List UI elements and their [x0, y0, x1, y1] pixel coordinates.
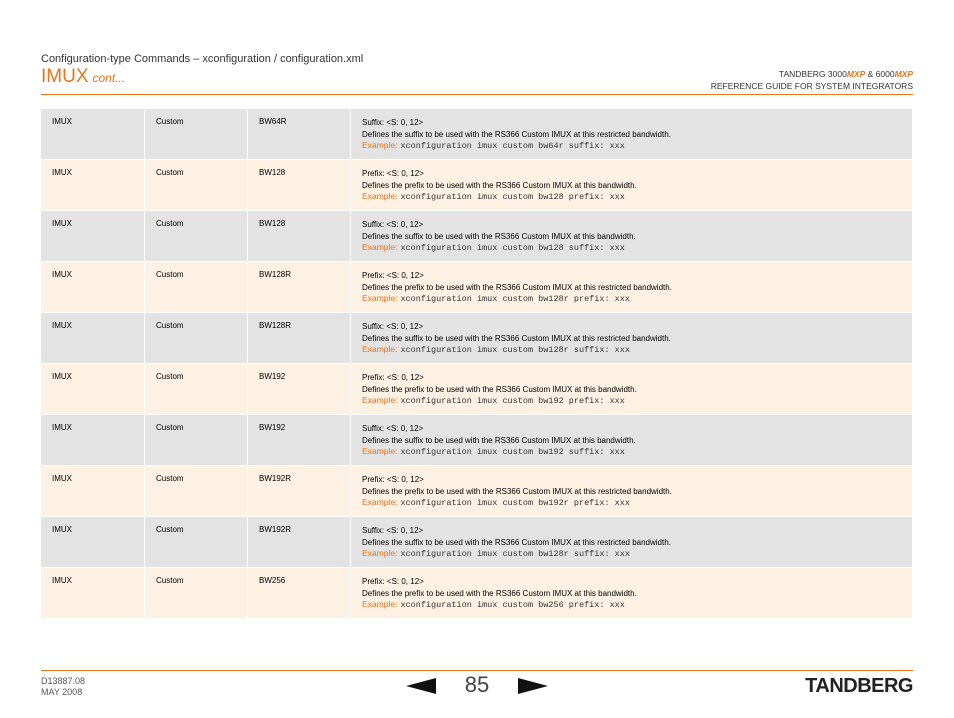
example-line	[362, 242, 912, 255]
cell-description	[351, 517, 913, 568]
table-row	[41, 466, 913, 517]
example-code: xconfiguration imux custom bw128r suffix: xxx	[400, 549, 630, 559]
example-code: xconfiguration imux custom bw64r suffix: xxx	[400, 141, 625, 151]
example-code: xconfiguration imux custom bw192r prefix: xxx	[400, 498, 630, 508]
cell-description	[351, 160, 913, 211]
suffix-a: MXP	[846, 69, 866, 79]
page-title	[41, 66, 125, 88]
cell-category: IMUX	[41, 415, 145, 466]
value-type: Prefix: <S: 0, 12>	[362, 577, 424, 586]
example-line	[362, 497, 912, 510]
value-type: Suffix: <S: 0, 12>	[362, 118, 424, 127]
cell-subcategory: Custom	[145, 211, 248, 262]
tandberg-logo: TANDBERG	[805, 675, 913, 697]
cell-subcategory: Custom	[145, 517, 248, 568]
description-text: Defines the suffix to be used with the RS366 Custom IMUX at this bandwidth.	[362, 435, 636, 445]
cell-parameter: BW192	[248, 415, 351, 466]
page-number: 85	[464, 672, 490, 697]
example-label: Example:	[362, 140, 398, 150]
cell-description	[351, 109, 913, 160]
footer-divider	[41, 670, 913, 671]
example-code: xconfiguration imux custom bw192 suffix: xxx	[400, 447, 625, 457]
example-line	[362, 446, 912, 459]
value-type: Suffix: <S: 0, 12>	[362, 526, 424, 535]
example-label: Example:	[362, 446, 398, 456]
cell-parameter: BW128	[248, 160, 351, 211]
description-text: Defines the suffix to be used with the RS366 Custom IMUX at this restricted bandwidth.	[362, 333, 671, 343]
cell-category: IMUX	[41, 262, 145, 313]
example-label: Example:	[362, 395, 398, 405]
example-label: Example:	[362, 191, 398, 201]
cell-description	[351, 262, 913, 313]
cell-subcategory: Custom	[145, 568, 248, 619]
description-text: Defines the prefix to be used with the RS366 Custom IMUX at this bandwidth.	[362, 588, 637, 598]
example-code: xconfiguration imux custom bw128 suffix: xxx	[400, 243, 625, 253]
doc-info	[41, 676, 85, 698]
example-line	[362, 344, 912, 357]
cell-parameter: BW128R	[248, 313, 351, 364]
description-text: Defines the suffix to be used with the RS366 Custom IMUX at this restricted bandwidth.	[362, 537, 671, 547]
cell-parameter: BW128	[248, 211, 351, 262]
table-row	[41, 568, 913, 619]
arrow-left-icon[interactable]	[406, 678, 436, 694]
value-type: Suffix: <S: 0, 12>	[362, 424, 424, 433]
value-type: Prefix: <S: 0, 12>	[362, 271, 424, 280]
example-line	[362, 293, 912, 306]
table-row	[41, 262, 913, 313]
cell-category: IMUX	[41, 313, 145, 364]
cell-parameter: BW192R	[248, 466, 351, 517]
model-a: 3000	[827, 69, 847, 79]
cell-category: IMUX	[41, 517, 145, 568]
table-row	[41, 160, 913, 211]
cell-parameter: BW128R	[248, 262, 351, 313]
value-type: Prefix: <S: 0, 12>	[362, 169, 424, 178]
cell-category: IMUX	[41, 466, 145, 517]
title-cont: cont...	[92, 71, 126, 85]
doc-id: D13887.08	[41, 676, 86, 686]
cell-description	[351, 568, 913, 619]
config-table	[41, 109, 913, 619]
example-label: Example:	[362, 548, 398, 558]
example-line	[362, 548, 912, 561]
example-label: Example:	[362, 599, 398, 609]
cell-category: IMUX	[41, 109, 145, 160]
cell-parameter: BW192R	[248, 517, 351, 568]
value-type: Prefix: <S: 0, 12>	[362, 373, 424, 382]
example-line	[362, 140, 912, 153]
example-code: xconfiguration imux custom bw128r prefix: xxx	[400, 294, 630, 304]
description-text: Defines the prefix to be used with the RS366 Custom IMUX at this restricted bandwidth.	[362, 282, 672, 292]
example-label: Example:	[362, 344, 398, 354]
description-text: Defines the prefix to be used with the RS366 Custom IMUX at this bandwidth.	[362, 180, 637, 190]
table-row	[41, 517, 913, 568]
value-type: Suffix: <S: 0, 12>	[362, 322, 424, 331]
table-row	[41, 364, 913, 415]
cell-parameter: BW64R	[248, 109, 351, 160]
example-label: Example:	[362, 293, 398, 303]
cell-category: IMUX	[41, 211, 145, 262]
table-row	[41, 109, 913, 160]
cell-description	[351, 364, 913, 415]
header-divider	[41, 94, 913, 95]
example-label: Example:	[362, 497, 398, 507]
suffix-b: MXP	[894, 69, 913, 79]
example-code: xconfiguration imux custom bw128r suffix: xxx	[400, 345, 630, 355]
table-row	[41, 415, 913, 466]
amp: &	[867, 69, 874, 79]
description-text: Defines the suffix to be used with the RS366 Custom IMUX at this bandwidth.	[362, 231, 636, 241]
description-text: Defines the suffix to be used with the RS366 Custom IMUX at this restricted bandwidth.	[362, 129, 671, 139]
description-text: Defines the prefix to be used with the RS366 Custom IMUX at this restricted bandwidth.	[362, 486, 672, 496]
cell-description	[351, 415, 913, 466]
product-header	[711, 68, 913, 92]
table-row	[41, 211, 913, 262]
cell-subcategory: Custom	[145, 313, 248, 364]
cell-description	[351, 313, 913, 364]
cell-description	[351, 211, 913, 262]
example-code: xconfiguration imux custom bw128 prefix: xxx	[400, 192, 625, 202]
brand-name: TANDBERG	[778, 69, 826, 79]
cell-category: IMUX	[41, 364, 145, 415]
cell-subcategory: Custom	[145, 466, 248, 517]
product-line	[711, 68, 913, 80]
section-heading: Configuration-type Commands – xconfiguration / configuration.xml	[41, 53, 364, 65]
value-type: Prefix: <S: 0, 12>	[362, 475, 424, 484]
model-b: 6000	[875, 69, 895, 79]
cell-subcategory: Custom	[145, 160, 248, 211]
example-code: xconfiguration imux custom bw192 prefix: xxx	[400, 396, 625, 406]
example-code: xconfiguration imux custom bw256 prefix: xxx	[400, 600, 625, 610]
table-row	[41, 313, 913, 364]
cell-category: IMUX	[41, 160, 145, 211]
cell-category: IMUX	[41, 568, 145, 619]
cell-subcategory: Custom	[145, 262, 248, 313]
example-line	[362, 395, 912, 408]
value-type: Suffix: <S: 0, 12>	[362, 220, 424, 229]
guide-title: REFERENCE GUIDE FOR SYSTEM INTEGRATORS	[710, 81, 913, 91]
cell-subcategory: Custom	[145, 415, 248, 466]
arrow-right-icon[interactable]	[518, 678, 548, 694]
example-line	[362, 191, 912, 204]
cell-description	[351, 466, 913, 517]
example-line	[362, 599, 912, 612]
doc-date: MAY 2008	[41, 687, 83, 697]
cell-parameter: BW192	[248, 364, 351, 415]
description-text: Defines the prefix to be used with the RS366 Custom IMUX at this bandwidth.	[362, 384, 637, 394]
cell-subcategory: Custom	[145, 109, 248, 160]
example-label: Example:	[362, 242, 398, 252]
cell-subcategory: Custom	[145, 364, 248, 415]
title-text: IMUX	[41, 66, 89, 87]
cell-parameter: BW256	[248, 568, 351, 619]
